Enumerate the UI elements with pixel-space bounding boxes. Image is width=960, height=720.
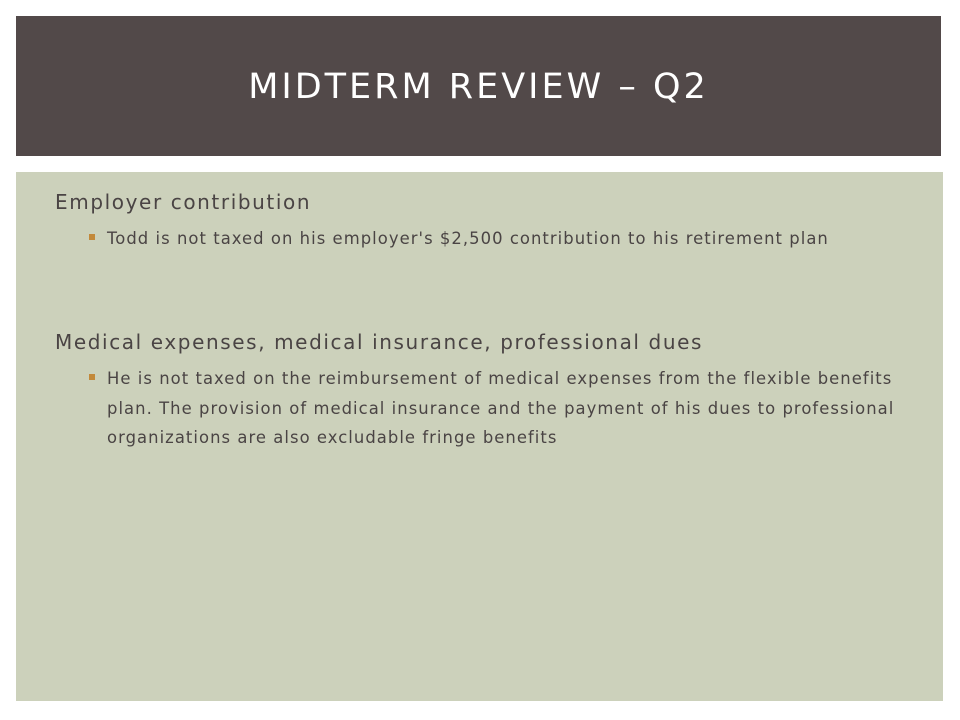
section-heading: Employer contribution: [55, 190, 312, 214]
section-employer-contribution: [55, 188, 925, 254]
title-bar: [16, 16, 941, 156]
content-panel: [16, 172, 943, 701]
bullet-item: [55, 224, 925, 254]
section-heading: Medical expenses, medical insurance, professional dues: [55, 330, 704, 354]
bullet-text: He is not taxed on the reimbursement of medical expenses from the flexible benefits plan. The provision of medical insurance and the payment of his dues to professional organizations are also excludable fringe benefits: [107, 369, 895, 447]
square-bullet-icon: [89, 374, 95, 380]
slide-title: MIDTERM REVIEW – Q2: [248, 67, 709, 107]
section-medical-expenses: [55, 328, 925, 453]
bullet-item: [55, 364, 925, 453]
bullet-text: Todd is not taxed on his employer's $2,500 contribution to his retirement plan: [107, 229, 829, 248]
square-bullet-icon: [89, 234, 95, 240]
